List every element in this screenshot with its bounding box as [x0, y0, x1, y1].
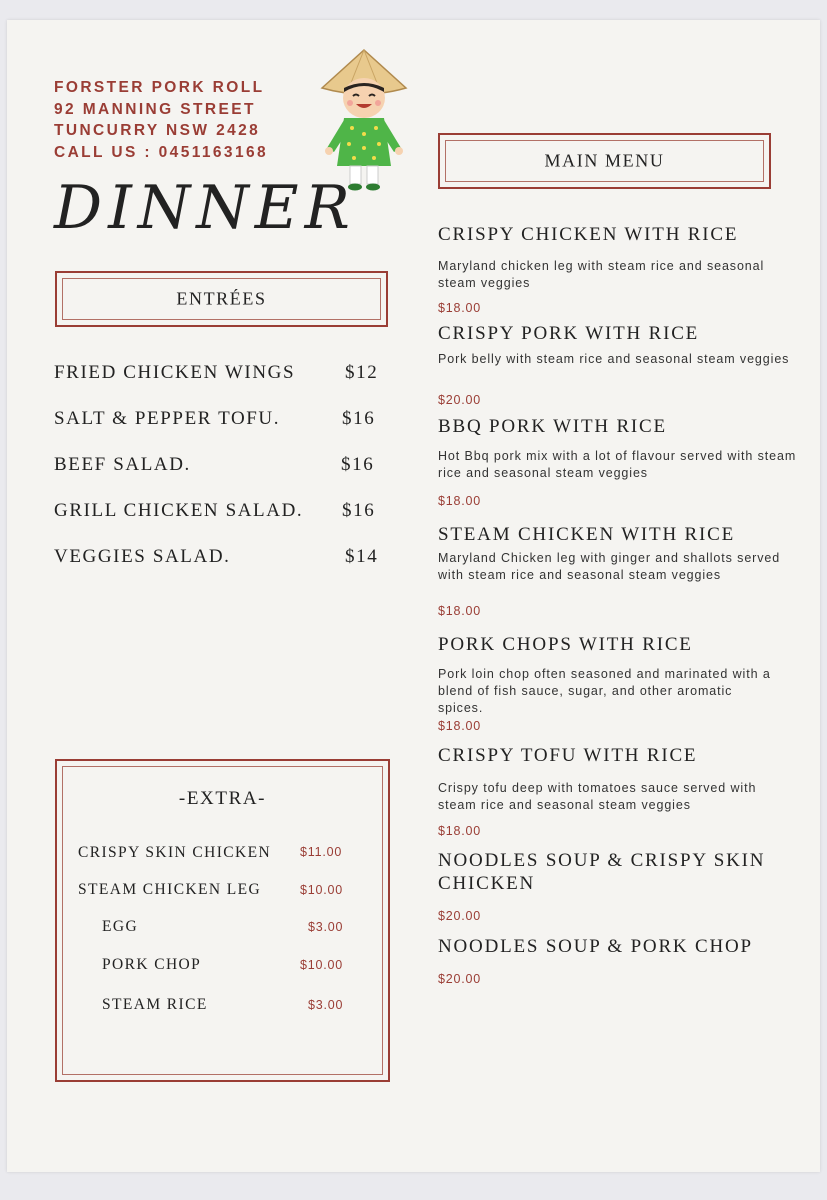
menu-item-price: $20.00 — [438, 972, 482, 986]
extra-item-name: PORK CHOP — [102, 956, 202, 973]
menu-item-description: Maryland Chicken leg with ginger and shallots served with steam rice and seasonal steam veggies — [438, 551, 781, 582]
menu-item-name: PORK CHOPS WITH RICE — [438, 634, 693, 655]
main-menu-heading-box — [438, 133, 771, 189]
mascot-boy-conical-hat-icon — [319, 48, 409, 193]
menu-item-description: Pork belly with steam rice and seasonal steam veggies — [438, 352, 790, 366]
phone-number: CALL US : 0451163168 — [54, 143, 269, 161]
street-address: 92 MANNING STREET — [54, 100, 256, 118]
extra-item-price: $10.00 — [300, 883, 344, 897]
extra-item-name: STEAM CHICKEN LEG — [78, 881, 262, 898]
entree-item-price: $16 — [342, 408, 376, 429]
extra-item-price: $3.00 — [308, 920, 344, 934]
extra-item-price: $10.00 — [300, 958, 344, 972]
menu-item-description: Pork loin chop often seasoned and marinated with a blend of fish sauce, sugar, and other aromatic spices. — [438, 667, 771, 715]
menu-item-description: Maryland chicken leg with steam rice and seasonal steam veggies — [438, 259, 765, 290]
restaurant-name: FORSTER PORK ROLL — [54, 79, 265, 96]
menu-item-price: $18.00 — [438, 301, 482, 315]
entree-item-name: BEEF SALAD. — [54, 454, 191, 475]
entree-item-price: $14 — [345, 546, 379, 567]
extra-item-price: $3.00 — [308, 998, 344, 1012]
entree-item-price: $12 — [345, 362, 379, 383]
menu-item-name: CRISPY CHICKEN WITH RICE — [438, 224, 739, 245]
menu-item-price: $18.00 — [438, 494, 482, 508]
menu-item-name: CRISPY TOFU WITH RICE — [438, 745, 698, 766]
menu-item-price: $20.00 — [438, 393, 482, 407]
entrees-heading: ENTRÉES — [176, 288, 267, 309]
entree-item-name: SALT & PEPPER TOFU. — [54, 408, 281, 429]
restaurant-address — [54, 77, 268, 163]
menu-item-price: $18.00 — [438, 604, 482, 618]
menu-item-price: $18.00 — [438, 824, 482, 838]
extra-item-price: $11.00 — [300, 845, 343, 859]
menu-item-name: BBQ PORK WITH RICE — [438, 416, 667, 437]
menu-item-price: $20.00 — [438, 909, 482, 923]
extra-heading: -EXTRA- — [178, 788, 267, 809]
menu-item-description: Hot Bbq pork mix with a lot of flavour served with steam rice and seasonal steam veggies — [438, 449, 797, 480]
menu-item-name: NOODLES SOUP & CRISPY SKIN CHICKEN — [438, 850, 766, 894]
extra-item-name: EGG — [102, 918, 139, 935]
entree-item-name: VEGGIES SALAD. — [54, 546, 231, 567]
main-menu-heading: MAIN MENU — [544, 150, 665, 171]
menu-item-description: Crispy tofu deep with tomatoes sauce served with steam rice and seasonal steam veggies — [438, 781, 757, 812]
menu-page — [7, 20, 820, 1172]
entree-item-name: GRILL CHICKEN SALAD. — [54, 500, 304, 521]
menu-item-price: $18.00 — [438, 719, 482, 733]
page-title: DINNER — [54, 173, 356, 243]
menu-item-name: CRISPY PORK WITH RICE — [438, 323, 700, 344]
suburb-address: TUNCURRY NSW 2428 — [54, 122, 261, 139]
menu-item-name: NOODLES SOUP & PORK CHOP — [438, 936, 753, 957]
entree-item-name: FRIED CHICKEN WINGS — [54, 362, 296, 383]
extra-item-name: CRISPY SKIN CHICKEN — [78, 844, 272, 861]
extra-item-name: STEAM RICE — [102, 996, 208, 1013]
entree-item-price: $16 — [342, 500, 376, 521]
menu-item-name: STEAM CHICKEN WITH RICE — [438, 524, 736, 545]
entrees-heading-box — [55, 271, 388, 327]
entree-item-price: $16 — [341, 454, 375, 475]
